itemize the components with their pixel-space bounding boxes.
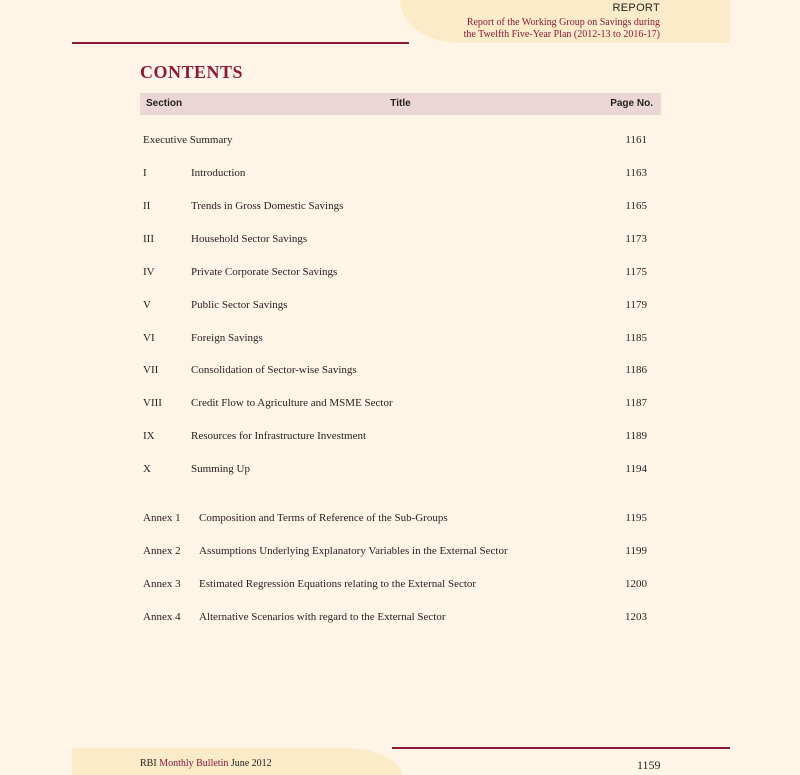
footer-prefix: RBI [140, 758, 157, 769]
annex-title: Alternative Scenarios with regard to the External Sector [199, 611, 446, 623]
toc-page: 1186 [625, 364, 647, 376]
toc-section: VI [143, 332, 155, 344]
annex-number: Annex 4 [143, 611, 181, 623]
toc-row [143, 167, 663, 183]
annex-number: Annex 3 [143, 578, 181, 590]
annex-page: 1199 [625, 545, 647, 557]
annex-row [143, 545, 663, 561]
toc-row [143, 364, 663, 380]
annex-title: Assumptions Underlying Explanatory Variables in the External Sector [199, 545, 508, 557]
header-rule [72, 42, 409, 44]
toc-page: 1187 [625, 397, 647, 409]
toc-page: 1161 [625, 134, 647, 146]
toc-section: V [143, 299, 151, 311]
toc-page: 1179 [625, 299, 647, 311]
toc-title: Household Sector Savings [191, 233, 308, 245]
toc-title: Trends in Gross Domestic Savings [191, 200, 344, 212]
toc-row [143, 266, 663, 282]
toc-title: Executive Summary [143, 134, 233, 146]
header-section: Section [146, 98, 183, 109]
toc-title: Summing Up [191, 463, 250, 475]
toc-title: Foreign Savings [191, 332, 263, 344]
annex-row [143, 512, 663, 528]
annex-page: 1203 [625, 611, 647, 623]
toc-row [143, 233, 663, 249]
toc-section: VII [143, 364, 159, 376]
toc-page: 1185 [625, 332, 647, 344]
toc-page: 1163 [625, 167, 647, 179]
header-title: Title [390, 98, 411, 109]
toc-row [143, 200, 663, 216]
annex-row [143, 611, 663, 627]
toc-row [143, 134, 663, 150]
toc-section: IX [143, 430, 155, 442]
report-subtitle-line2: the Twelfth Five-Year Plan (2012-13 to 2016-17) [463, 29, 660, 40]
table-header [140, 93, 661, 115]
annex-page: 1195 [625, 512, 647, 524]
report-subtitle-line1: Report of the Working Group on Savings during [466, 17, 660, 28]
toc-page: 1173 [625, 233, 647, 245]
report-label: REPORT [612, 2, 660, 14]
annex-number: Annex 2 [143, 545, 181, 557]
toc-section: I [143, 167, 147, 179]
toc-section: VIII [143, 397, 162, 409]
toc-title: Public Sector Savings [191, 299, 288, 311]
toc-row [143, 332, 663, 348]
toc-title: Credit Flow to Agriculture and MSME Sector [191, 397, 393, 409]
toc-page: 1175 [625, 266, 647, 278]
footer-page-number: 1159 [637, 758, 661, 772]
footer-rule [392, 747, 730, 749]
annex-title: Composition and Terms of Reference of the Sub-Groups [199, 512, 448, 524]
footer-date: June 2012 [230, 758, 272, 769]
toc-page: 1194 [625, 463, 647, 475]
toc-section: II [143, 200, 151, 212]
page-title: CONTENTS [140, 62, 244, 82]
footer-accent: Monthly Bulletin [159, 758, 229, 769]
toc-page: 1165 [625, 200, 647, 212]
toc-row [143, 397, 663, 413]
toc-title: Introduction [191, 167, 246, 179]
toc-title: Private Corporate Sector Savings [191, 266, 338, 278]
annex-page: 1200 [625, 578, 647, 590]
toc-title: Consolidation of Sector-wise Savings [191, 364, 357, 376]
toc-section: III [143, 233, 154, 245]
toc-section: X [143, 463, 151, 475]
footer-publication [140, 758, 272, 769]
toc-section: IV [143, 266, 155, 278]
toc-row [143, 430, 663, 446]
annex-row [143, 578, 663, 594]
annex-title: Estimated Regression Equations relating to the External Sector [199, 578, 477, 590]
toc-row [143, 463, 663, 479]
annex-number: Annex 1 [143, 512, 181, 524]
toc-page: 1189 [625, 430, 647, 442]
toc-title: Resources for Infrastructure Investment [191, 430, 367, 442]
header-page: Page No. [610, 98, 653, 109]
toc-row [143, 299, 663, 315]
